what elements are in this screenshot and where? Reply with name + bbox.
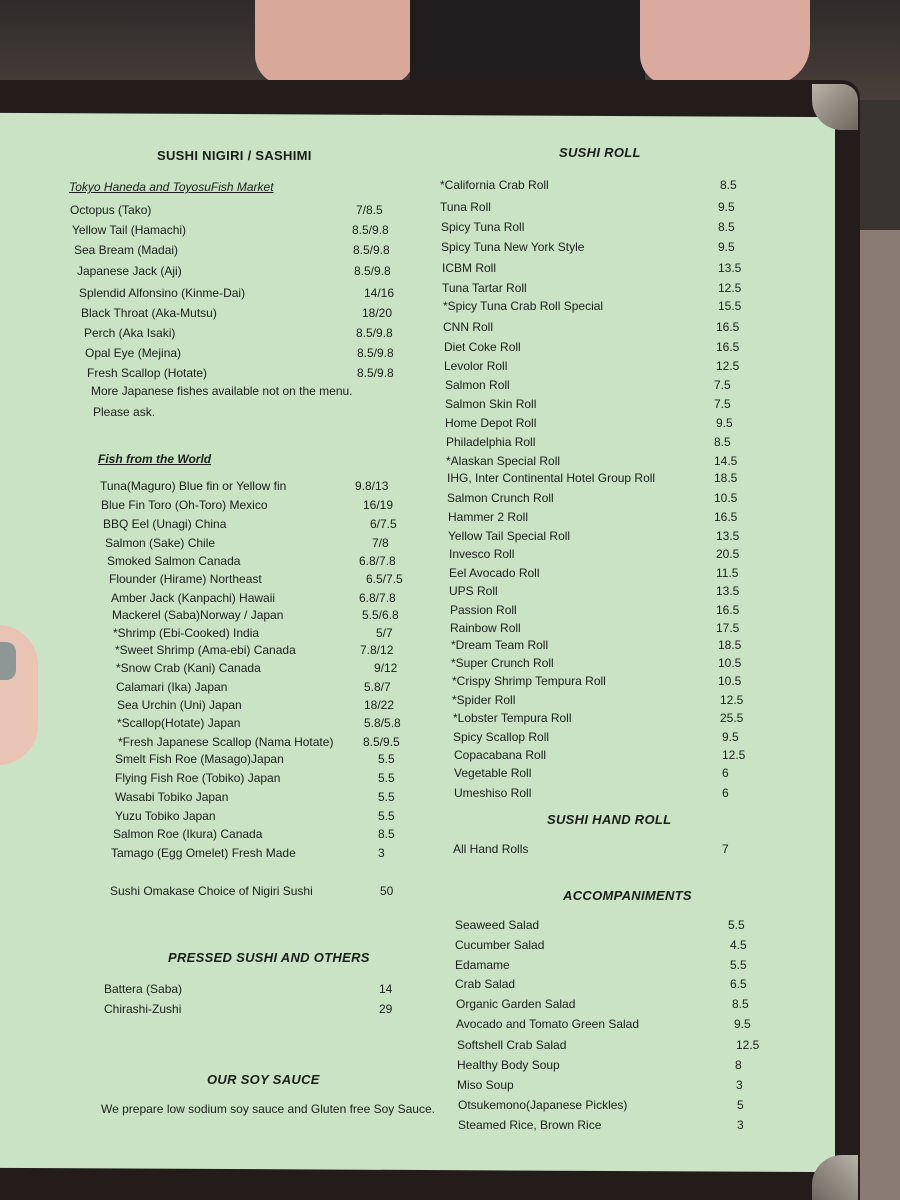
world-item-name: Smoked Salmon Canada <box>107 554 241 568</box>
world-item-price: 9.8/13 <box>355 479 389 493</box>
market-item-price: 8.5/9.8 <box>353 243 390 257</box>
accompaniment-item-price: 6.5 <box>730 977 747 991</box>
roll-item-price: 18.5 <box>714 471 738 485</box>
roll-item-price: 9.5 <box>718 240 735 254</box>
market-note-ask: Please ask. <box>93 405 156 419</box>
roll-item-price: 10.5 <box>718 674 742 688</box>
accompaniment-item-name: Otsukemono(Japanese Pickles) <box>458 1098 628 1112</box>
world-item-price: 16/19 <box>363 498 394 512</box>
pressed-title: PRESSED SUSHI AND OTHERS <box>168 950 370 965</box>
accompaniment-item-name: Avocado and Tomato Green Salad <box>456 1017 640 1031</box>
roll-item-name: *Lobster Tempura Roll <box>453 711 572 725</box>
world-item-name: BBQ Eel (Unagi) China <box>103 517 227 531</box>
roll-item-name: Salmon Roll <box>445 378 510 392</box>
market-subtitle: Tokyo Haneda and ToyosuFish Market <box>69 180 274 194</box>
roll-item-name: *Dream Team Roll <box>451 638 549 652</box>
roll-item-price: 9.5 <box>716 416 733 430</box>
accompaniment-item-price: 9.5 <box>734 1017 751 1031</box>
pressed-item-price: 14 <box>379 982 393 996</box>
omakase-name: Sushi Omakase Choice of Nigiri Sushi <box>110 884 313 898</box>
world-item-name: Tuna(Maguro) Blue fin or Yellow fin <box>100 479 287 493</box>
roll-item-price: 7.5 <box>714 378 731 392</box>
market-item-price: 8.5/9.8 <box>357 346 394 360</box>
roll-item-name: Invesco Roll <box>449 547 515 561</box>
roll-item-price: 15.5 <box>718 299 742 313</box>
roll-item-name: Vegetable Roll <box>454 766 532 780</box>
world-item-price: 6.8/7.8 <box>359 554 396 568</box>
market-item-price: 8.5/9.8 <box>356 326 393 340</box>
hand-roll-title: SUSHI HAND ROLL <box>547 812 672 827</box>
roll-item-name: Spicy Scallop Roll <box>453 730 550 744</box>
roll-item-name: Levolor Roll <box>444 359 508 373</box>
world-item-price: 5.5 <box>378 771 395 785</box>
pressed-item-price: 29 <box>379 1002 393 1016</box>
market-item-name: Splendid Alfonsino (Kinme-Dai) <box>79 286 246 300</box>
accompaniment-item-price: 8.5 <box>732 997 749 1011</box>
roll-item-name: UPS Roll <box>449 584 498 598</box>
world-subtitle: Fish from the World <box>98 452 212 466</box>
world-item-name: Flying Fish Roe (Tobiko) Japan <box>115 771 281 785</box>
roll-item-price: 13.5 <box>718 261 742 275</box>
soy-text: We prepare low sodium soy sauce and Gluten free Soy Sauce. <box>101 1102 435 1116</box>
world-item-price: 5.8/7 <box>364 680 391 694</box>
roll-item-price: 9.5 <box>718 200 735 214</box>
roll-item-price: 8.5 <box>718 220 735 234</box>
world-item-price: 18/22 <box>364 698 395 712</box>
soy-title: OUR SOY SAUCE <box>207 1072 320 1087</box>
world-item-name: *Snow Crab (Kani) Canada <box>116 661 261 675</box>
roll-title: SUSHI ROLL <box>559 145 641 160</box>
roll-item-price: 6 <box>722 766 729 780</box>
roll-item-price: 13.5 <box>716 529 740 543</box>
world-item-price: 5.5 <box>378 752 395 766</box>
accompaniment-item-name: Miso Soup <box>457 1078 514 1092</box>
accompaniment-item-name: Edamame <box>455 958 510 972</box>
roll-item-name: Hammer 2 Roll <box>448 510 529 524</box>
hand-roll-price: 7 <box>722 842 729 856</box>
world-item-price: 5.8/5.8 <box>364 716 401 730</box>
accompaniment-item-price: 5 <box>737 1098 744 1112</box>
market-item-name: Sea Bream (Madai) <box>74 243 179 257</box>
roll-item-name: CNN Roll <box>443 320 494 334</box>
world-item-name: Calamari (Ika) Japan <box>116 680 228 694</box>
market-item-price: 18/20 <box>362 306 393 320</box>
roll-item-name: Eel Avocado Roll <box>449 566 540 580</box>
world-item-price: 6.8/7.8 <box>359 591 396 605</box>
roll-item-price: 10.5 <box>718 656 742 670</box>
market-item-price: 7/8.5 <box>356 203 383 217</box>
world-item-price: 5.5 <box>378 790 395 804</box>
world-item-price: 7/8 <box>372 536 389 550</box>
roll-item-name: *Super Crunch Roll <box>451 656 554 670</box>
roll-item-name: *Crispy Shrimp Tempura Roll <box>452 674 606 688</box>
market-item-name: Japanese Jack (Aji) <box>77 264 182 278</box>
market-item-price: 14/16 <box>364 286 395 300</box>
world-item-price: 6/7.5 <box>370 517 397 531</box>
roll-item-price: 16.5 <box>716 603 740 617</box>
roll-item-name: Spicy Tuna New York Style <box>441 240 585 254</box>
roll-item-name: Salmon Crunch Roll <box>447 491 554 505</box>
world-item-name: Amber Jack (Kanpachi) Hawaii <box>111 591 276 605</box>
market-item-name: Octopus (Tako) <box>70 203 152 217</box>
roll-item-price: 16.5 <box>714 510 738 524</box>
world-item-name: *Scallop(Hotate) Japan <box>117 716 241 730</box>
accompaniment-item-price: 5.5 <box>728 918 745 932</box>
market-item-name: Fresh Scallop (Hotate) <box>87 366 208 380</box>
accompaniment-item-price: 12.5 <box>736 1038 760 1052</box>
world-item-name: Blue Fin Toro (Oh-Toro) Mexico <box>101 498 268 512</box>
world-item-name: Flounder (Hirame) Northeast <box>109 572 262 586</box>
world-item-price: 8.5 <box>378 827 395 841</box>
roll-item-name: IHG, Inter Continental Hotel Group Roll <box>447 471 656 485</box>
market-item-name: Yellow Tail (Hamachi) <box>72 223 187 237</box>
roll-item-name: Home Depot Roll <box>445 416 537 430</box>
world-item-price: 7.8/12 <box>360 643 394 657</box>
roll-item-price: 11.5 <box>716 566 739 580</box>
roll-item-price: 16.5 <box>716 320 740 334</box>
roll-item-price: 7.5 <box>714 397 731 411</box>
market-item-price: 8.5/9.8 <box>357 366 394 380</box>
roll-item-price: 12.5 <box>718 281 742 295</box>
roll-item-name: Tuna Tartar Roll <box>442 281 527 295</box>
roll-item-name: Umeshiso Roll <box>454 786 532 800</box>
roll-item-name: Philadelphia Roll <box>446 435 536 449</box>
world-item-price: 9/12 <box>374 661 398 675</box>
market-item-price: 8.5/9.8 <box>352 223 389 237</box>
accompaniment-item-price: 8 <box>735 1058 742 1072</box>
world-item-name: *Fresh Japanese Scallop (Nama Hotate) <box>118 735 334 749</box>
roll-item-price: 20.5 <box>716 547 740 561</box>
world-item-name: Sea Urchin (Uni) Japan <box>117 698 242 712</box>
world-item-name: *Sweet Shrimp (Ama-ebi) Canada <box>115 643 296 657</box>
accompaniment-item-name: Organic Garden Salad <box>456 997 576 1011</box>
roll-item-price: 8.5 <box>714 435 731 449</box>
nigiri-title: SUSHI NIGIRI / SASHIMI <box>157 148 312 163</box>
roll-item-name: Passion Roll <box>450 603 517 617</box>
roll-item-price: 12.5 <box>716 359 740 373</box>
world-item-price: 3 <box>378 846 385 860</box>
market-item-price: 8.5/9.8 <box>354 264 391 278</box>
world-item-price: 5/7 <box>376 626 393 640</box>
roll-item-name: Salmon Skin Roll <box>445 397 537 411</box>
roll-item-name: *Spicy Tuna Crab Roll Special <box>443 299 604 313</box>
market-item-name: Opal Eye (Mejina) <box>85 346 182 360</box>
roll-item-price: 14.5 <box>714 454 738 468</box>
world-item-name: Salmon (Sake) Chile <box>105 536 216 550</box>
accompaniment-item-name: Crab Salad <box>455 977 516 991</box>
roll-item-name: Tuna Roll <box>440 200 491 214</box>
pressed-item-name: Battera (Saba) <box>104 982 183 996</box>
roll-item-name: Yellow Tail Special Roll <box>448 529 571 543</box>
roll-item-price: 10.5 <box>714 491 738 505</box>
roll-item-name: Diet Coke Roll <box>444 340 521 354</box>
roll-item-price: 25.5 <box>720 711 744 725</box>
accompaniment-item-name: Healthy Body Soup <box>457 1058 560 1072</box>
roll-item-price: 6 <box>722 786 729 800</box>
roll-item-price: 13.5 <box>716 584 740 598</box>
roll-item-name: *Spider Roll <box>452 693 516 707</box>
pressed-item-name: Chirashi-Zushi <box>104 1002 182 1016</box>
roll-item-price: 16.5 <box>716 340 740 354</box>
world-item-name: Mackerel (Saba)Norway / Japan <box>112 608 284 622</box>
market-item-name: Black Throat (Aka-Mutsu) <box>81 306 217 320</box>
world-item-name: *Shrimp (Ebi-Cooked) India <box>113 626 260 640</box>
omakase-price: 50 <box>380 884 394 898</box>
roll-item-name: *Alaskan Special Roll <box>446 454 561 468</box>
accompaniments-title: ACCOMPANIMENTS <box>563 888 692 903</box>
roll-item-price: 9.5 <box>722 730 739 744</box>
hand-roll-name: All Hand Rolls <box>453 842 529 856</box>
accompaniment-item-name: Softshell Crab Salad <box>457 1038 567 1052</box>
world-item-name: Wasabi Tobiko Japan <box>115 790 229 804</box>
accompaniment-item-price: 5.5 <box>730 958 747 972</box>
world-item-name: Tamago (Egg Omelet) Fresh Made <box>111 846 296 860</box>
roll-item-price: 18.5 <box>718 638 742 652</box>
roll-item-price: 17.5 <box>716 621 740 635</box>
accompaniment-item-price: 4.5 <box>730 938 747 952</box>
accompaniment-item-name: Cucumber Salad <box>455 938 545 952</box>
roll-item-price: 12.5 <box>720 693 744 707</box>
accompaniment-item-name: Seaweed Salad <box>455 918 540 932</box>
roll-item-price: 8.5 <box>720 178 737 192</box>
world-item-price: 5.5/6.8 <box>362 608 399 622</box>
world-item-name: Salmon Roe (Ikura) Canada <box>113 827 263 841</box>
roll-item-name: *California Crab Roll <box>440 178 549 192</box>
accompaniment-item-price: 3 <box>737 1118 744 1132</box>
roll-item-name: ICBM Roll <box>442 261 497 275</box>
roll-item-name: Copacabana Roll <box>454 748 547 762</box>
roll-item-name: Rainbow Roll <box>450 621 521 635</box>
accompaniment-item-name: Steamed Rice, Brown Rice <box>458 1118 602 1132</box>
accompaniment-item-price: 3 <box>736 1078 743 1092</box>
world-item-price: 5.5 <box>378 809 395 823</box>
world-item-price: 6.5/7.5 <box>366 572 403 586</box>
market-item-name: Perch (Aka Isaki) <box>84 326 176 340</box>
market-note: More Japanese fishes available not on the menu. <box>91 384 353 398</box>
thumb-nail <box>0 642 16 680</box>
world-item-price: 8.5/9.5 <box>363 735 400 749</box>
world-item-name: Smelt Fish Roe (Masago)Japan <box>115 752 284 766</box>
roll-item-price: 12.5 <box>722 748 746 762</box>
world-item-name: Yuzu Tobiko Japan <box>115 809 216 823</box>
roll-item-name: Spicy Tuna Roll <box>441 220 525 234</box>
